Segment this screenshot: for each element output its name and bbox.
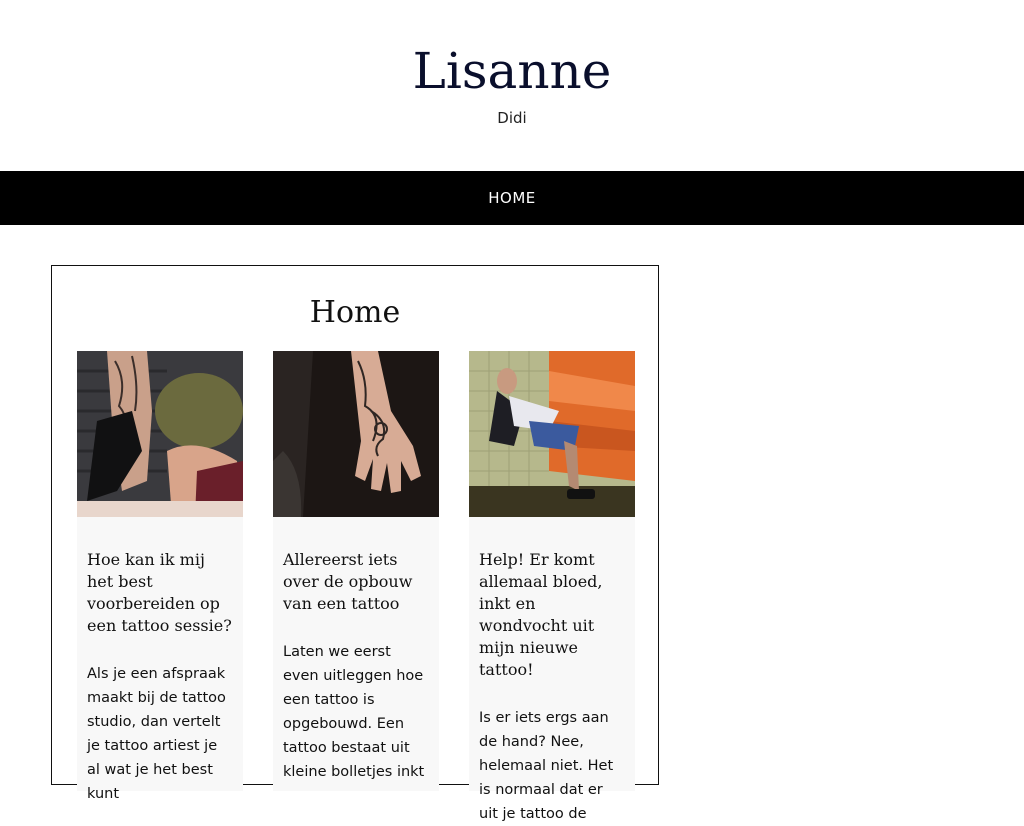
tattooed-hand-photo-icon [273, 351, 439, 517]
home-content [51, 265, 659, 822]
post-thumbnail-tattooed-hand[interactable] [273, 351, 439, 517]
main-navigation [0, 171, 1024, 225]
post-excerpt: Laten we eerst even uitleggen hoe een tattoo is opgebouwd. Een tattoo bestaat uit kleine bolletjes inkt [283, 644, 425, 780]
post-thumbnail-woman-leaning[interactable] [469, 351, 635, 517]
post-title[interactable]: Allereerst iets over de opbouw van een tattoo [283, 550, 413, 613]
nav-item-home[interactable]: HOME [488, 189, 536, 207]
post-title[interactable]: Hoe kan ik mij het best voorbereiden op een tattoo sessie? [87, 550, 232, 635]
post-card [469, 351, 635, 822]
post-excerpt: Is er iets ergs aan de hand? Nee, helemaal niet. Het is normaal dat er uit je tattoo de [479, 710, 614, 822]
post-card [77, 351, 243, 802]
tattoo-artist-photo-icon [77, 351, 243, 517]
site-tagline: Didi [497, 109, 527, 127]
post-thumbnail-tattoo-artist[interactable] [77, 351, 243, 517]
site-title[interactable]: Lisanne [412, 42, 612, 100]
post-title[interactable]: Help! Er komt allemaal bloed, inkt en wondvocht uit mijn nieuwe tattoo! [479, 550, 603, 679]
post-excerpt: Als je een afspraak maakt bij de tattoo studio, dan vertelt je tattoo artiest je al wat je het best kunt [87, 666, 226, 802]
site-header [0, 0, 1024, 171]
post-card [273, 351, 439, 791]
woman-leaning-photo-icon [469, 351, 635, 517]
page-title: Home [309, 295, 401, 330]
post-list [77, 351, 635, 822]
